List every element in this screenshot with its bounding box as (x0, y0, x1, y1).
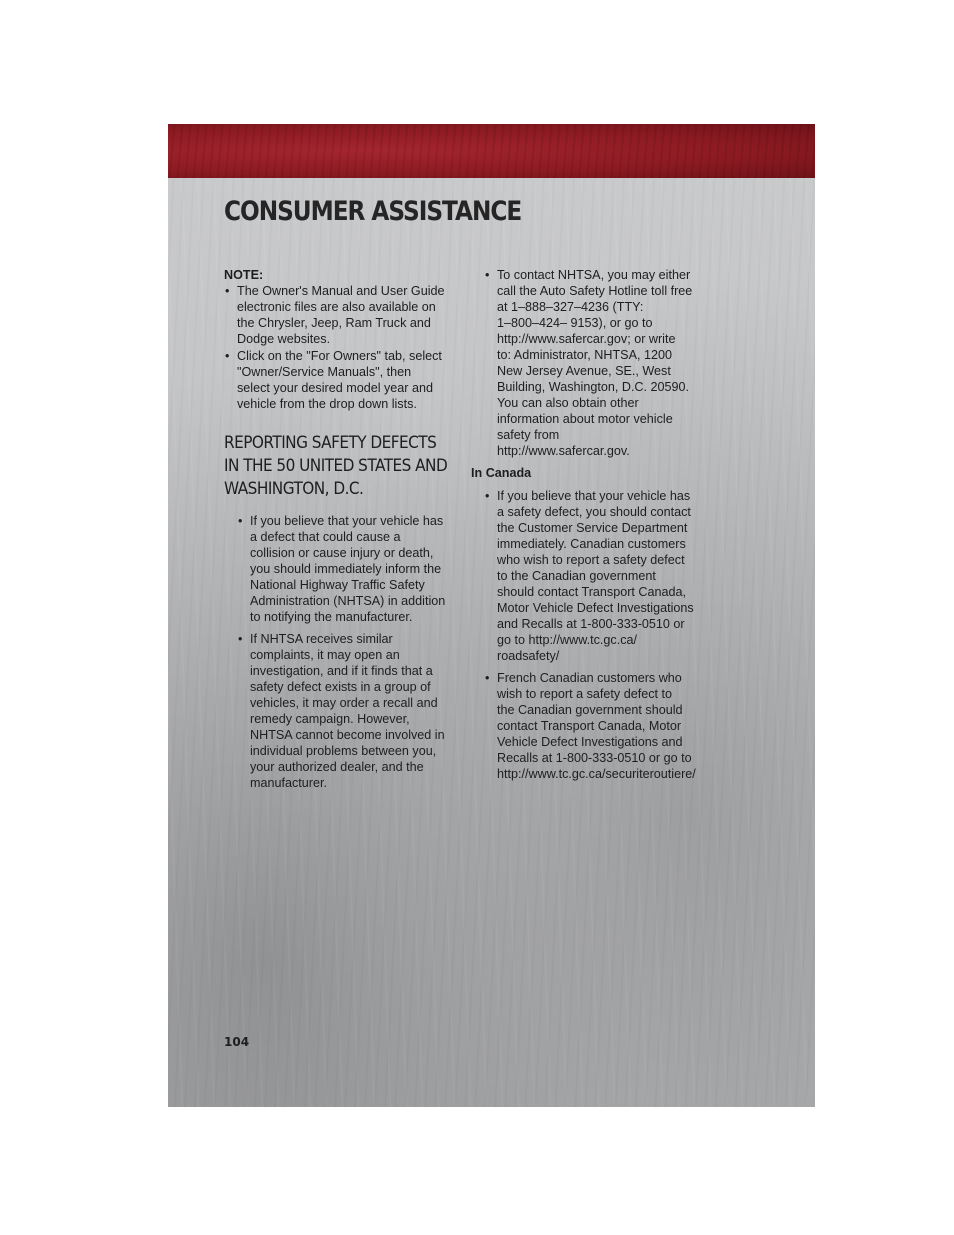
section-title: CONSUMER ASSISTANCE (224, 196, 522, 227)
canada-heading: In Canada (471, 466, 532, 480)
canada-item: • If you believe that your vehicle has a safety defect, you should contact the Customer Service Department immediately. Canadian customers who wish to report a safety defect to the Canadian government should contact Transport Canada, Motor Vehicle Defect Investigations and Recalls at 1-800-333-0510 or go to http://www.tc.gc.ca/ roadsafety/ (484, 488, 716, 664)
nhtsa-contact-list (484, 267, 716, 459)
manual-page (168, 124, 815, 1107)
note-label: NOTE: (224, 268, 264, 282)
reporting-defects-list (237, 513, 456, 791)
note-item: • Click on the "For Owners" tab, select "Owner/Service Manuals", then select your desired model year and vehicle from the drop down lists. (224, 348, 456, 412)
nhtsa-contact-item: • To contact NHTSA, you may either call the Auto Safety Hotline toll free at 1–888–327–4236 (TTY: 1–800–424– 9153), or go to http://www.safercar.gov; or write to: Administrator, NHTSA, 1200 New Jersey Avenue, SE., West Building, Washington, D.C. 20590. You can also obtain other information about motor vehicle safety from http://www.safercar.gov. (484, 267, 716, 459)
note-list (224, 283, 456, 412)
note-item: • The Owner's Manual and User Guide electronic files are also available on the Chrysler, Jeep, Ram Truck and Dodge websites. (224, 283, 456, 347)
canada-list (484, 488, 716, 782)
header-band (168, 124, 815, 178)
left-column (224, 267, 456, 797)
right-column (471, 267, 716, 788)
defect-item: • If you believe that your vehicle has a defect that could cause a collision or cause injury or death, you should immediately inform the National Highway Traffic Safety Administration (NHTSA) in addition to notifying the manufacturer. (237, 513, 456, 625)
page-number: 104 (224, 1035, 250, 1049)
canada-item: • French Canadian customers who wish to report a safety defect to the Canadian government should contact Transport Canada, Motor Vehicle Defect Investigations and Recalls at 1-800-333-0510 or go to http://www.tc.gc.ca/securiteroutiere/ (484, 670, 716, 782)
defect-item: • If NHTSA receives similar complaints, it may open an investigation, and if it finds that a safety defect exists in a group of vehicles, it may order a recall and remedy campaign. However, NHTSA cannot become involved in individual problems between you, your authorized dealer, and the manufacturer. (237, 631, 456, 791)
reporting-defects-heading: REPORTING SAFETY DEFECTS IN THE 50 UNITED STATES AND WASHINGTON, D.C. (224, 433, 448, 499)
